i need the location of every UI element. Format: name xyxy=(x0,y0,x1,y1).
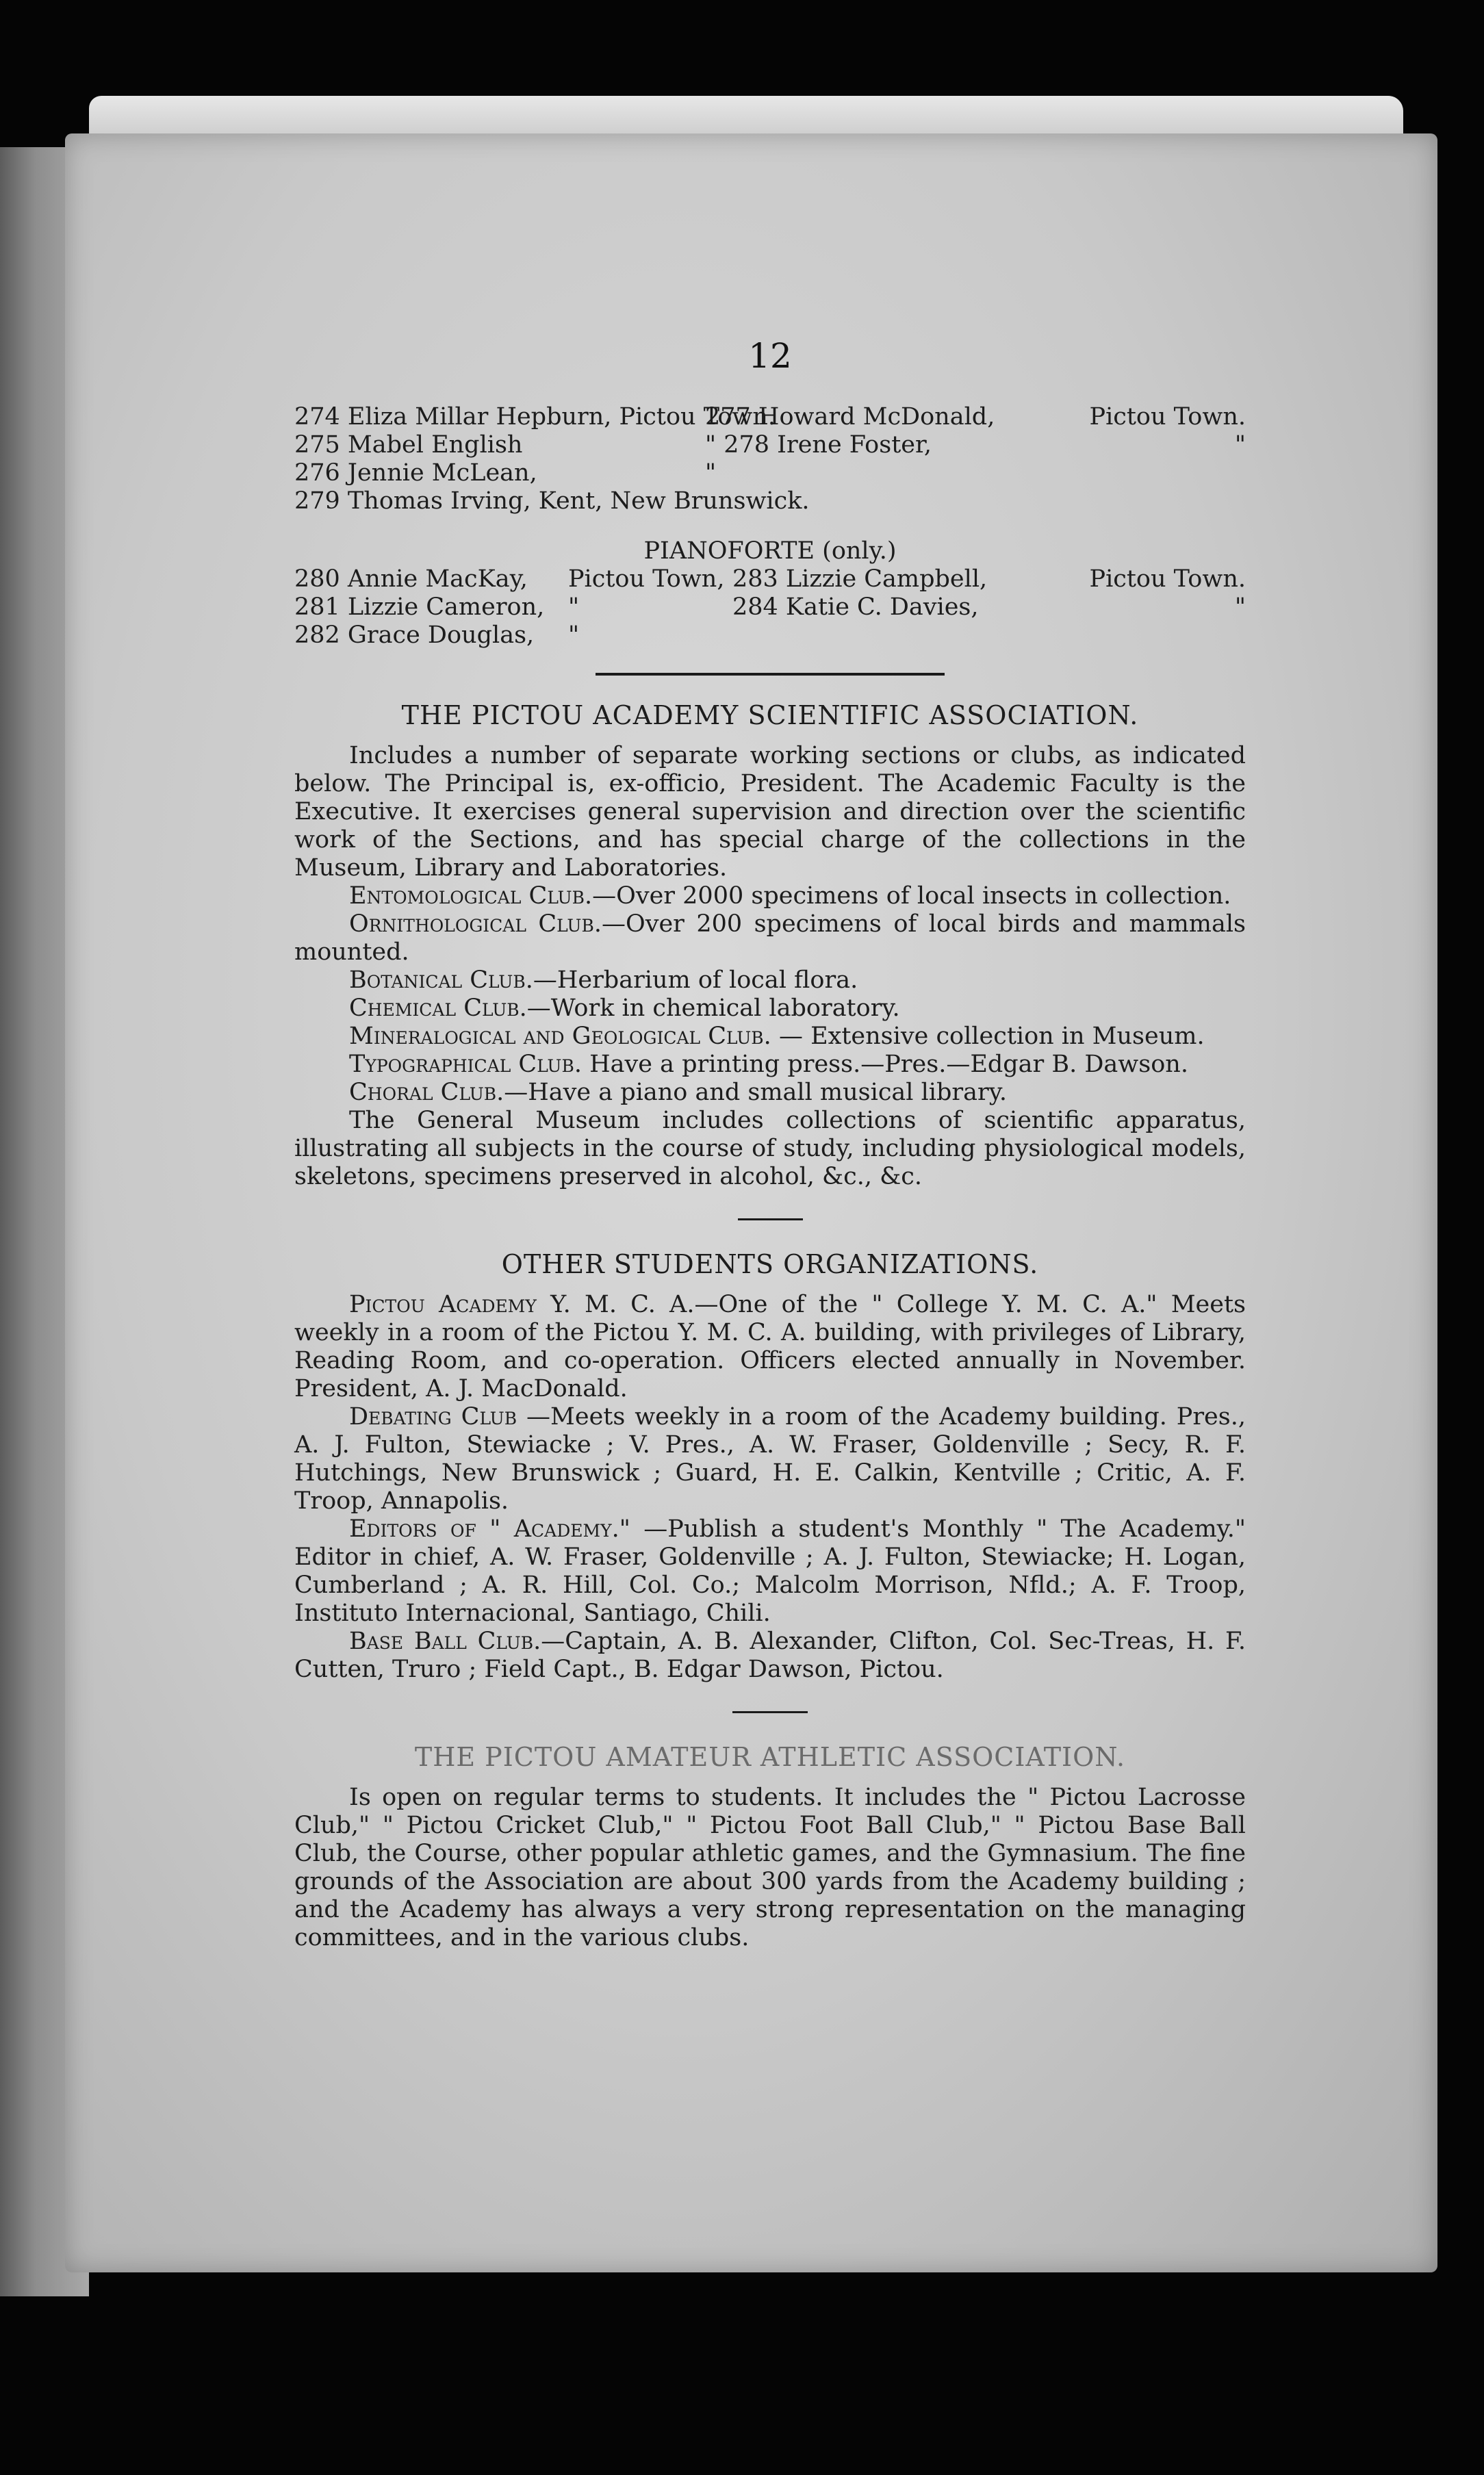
club-name: Entomological Club. xyxy=(349,882,593,910)
club-entry xyxy=(294,1023,1246,1051)
club-name: Choral Club. xyxy=(349,1079,504,1106)
registry-right: " xyxy=(1234,431,1246,459)
pianoforte-name-2: 284 Katie C. Davies, xyxy=(732,593,979,621)
page-number: 12 xyxy=(748,336,792,376)
pianoforte-place: " xyxy=(568,621,580,649)
registry-list xyxy=(294,403,1246,515)
registry-row xyxy=(294,459,1246,487)
registry-mid: " 278 Irene Foster, xyxy=(705,431,932,459)
scientific-association-title: THE PICTOU ACADEMY SCIENTIFIC ASSOCIATION. xyxy=(401,700,1139,730)
club-text: —Have a piano and small musical library. xyxy=(504,1079,1007,1106)
organization-entry xyxy=(294,1628,1246,1684)
club-entry xyxy=(294,995,1246,1023)
club-text: —Over 200 specimens of local birds and mammals mounted. xyxy=(294,910,1246,966)
pianoforte-row xyxy=(294,565,1246,593)
organization-text: —Publish a student's Monthly " The Academy." Editor in chief, A. W. Fraser, Goldenville ; A. J. Fulton, Stewiacke; H. Logan, Cumberland ; A. R. Hill, Col. Co.; Malcolm Morrison, Nfld.; A. F. Troop, Instituto Internacional, Santiago, Chili. xyxy=(294,1515,1246,1627)
club-name: Ornithological Club. xyxy=(349,910,602,938)
registry-mid: 277 Howard McDonald, xyxy=(705,403,995,431)
athletic-paragraph: Is open on regular terms to students. It includes the " Pictou Lacrosse Club," " Pictou Cricket Club," " Pictou Foot Ball Club," " Pictou Base Ball Club, the Course, other popular athletic games, and the Gymnasium. The fine grounds of the Association are about 300 yards from the Academy building ; and the Academy has always a very strong representation on the managing committees, and in the various clubs. xyxy=(294,1784,1246,1951)
registry-mid: " xyxy=(705,459,717,487)
organization-name: Debating Club xyxy=(349,1403,517,1431)
museum-paragraph: The General Museum includes collections of scientific apparatus, illustrating all subjects in the course of study, including physiological models, skeletons, specimens preserved in alcohol, &c., &c. xyxy=(294,1107,1246,1190)
section-divider xyxy=(596,673,945,676)
club-name: Chemical Club. xyxy=(349,995,527,1022)
club-text: — Extensive collection in Museum. xyxy=(771,1023,1205,1050)
club-name: Mineralogical and Geological Club. xyxy=(349,1023,771,1050)
registry-left: 274 Eliza Millar Hepburn, Pictou Town. xyxy=(294,403,776,431)
registry-row xyxy=(294,431,1246,459)
pianoforte-list xyxy=(294,565,1246,650)
pianoforte-name-2 xyxy=(732,621,1006,650)
club-entry xyxy=(294,966,1246,995)
club-name: Typographical Club. xyxy=(349,1051,583,1078)
organization-text: —Captain, A. B. Alexander, Clifton, Col. Sec-Treas, H. F. Cutten, Truro ; Field Capt., B. Edgar Dawson, Pictou. xyxy=(294,1628,1246,1683)
club-entry xyxy=(294,882,1246,910)
pianoforte-place-2: Pictou Town. xyxy=(1089,565,1246,593)
organization-text: —One of the " College Y. M. C. A." Meets weekly in a room of the Pictou Y. M. C. A. building, with privileges of Library, Reading Room, and co-operation. Officers elected annually in November. President, A. J. MacDonald. xyxy=(294,1291,1246,1402)
registry-right xyxy=(1010,487,1246,515)
club-name: Botanical Club. xyxy=(349,966,533,994)
section-divider xyxy=(738,1218,803,1220)
club-entry xyxy=(294,1051,1246,1079)
registry-left: 276 Jennie McLean, xyxy=(294,459,537,487)
pianoforte-name: 281 Lizzie Cameron, xyxy=(294,593,545,621)
pianoforte-name-2: 283 Lizzie Campbell, xyxy=(732,565,988,593)
pianoforte-row xyxy=(294,593,1246,621)
club-text: Have a printing press.—Pres.—Edgar B. Dawson. xyxy=(582,1051,1188,1078)
section-divider xyxy=(732,1711,808,1713)
organization-text: —Meets weekly in a room of the Academy building. Pres., A. J. Fulton, Stewiacke ; V. Pres., A. W. Fraser, Goldenville ; Secy, R. F. Hutchings, New Brunswick ; Guard, H. E. Calkin, Kentville ; Critic, A. F. Troop, Annapolis. xyxy=(294,1403,1246,1515)
registry-row xyxy=(294,403,1246,431)
other-organizations-title: OTHER STUDENTS ORGANIZATIONS. xyxy=(501,1249,1039,1279)
page-text xyxy=(294,336,1246,1952)
registry-row xyxy=(294,487,1246,515)
organization-entry xyxy=(294,1515,1246,1628)
registry-mid xyxy=(705,487,1010,515)
pianoforte-row xyxy=(294,621,1246,650)
pianoforte-place: " xyxy=(568,593,580,621)
organization-entry xyxy=(294,1291,1246,1403)
club-entry xyxy=(294,1079,1246,1107)
pianoforte-place: Pictou Town, xyxy=(568,565,725,593)
pianoforte-place-2: " xyxy=(1234,593,1246,621)
pianoforte-place-2 xyxy=(1006,621,1246,650)
athletic-association-title: THE PICTOU AMATEUR ATHLETIC ASSOCIATION. xyxy=(414,1742,1126,1772)
organization-name: Editors of " Academy." xyxy=(349,1515,630,1543)
organization-name: Pictou Academy Y. M. C. A. xyxy=(349,1291,695,1318)
pianoforte-name: 280 Annie MacKay, xyxy=(294,565,528,593)
club-text: —Work in chemical laboratory. xyxy=(526,995,900,1022)
registry-right: Pictou Town. xyxy=(1089,403,1246,431)
pianoforte-heading: PIANOFORTE (only.) xyxy=(643,537,897,565)
pianoforte-name: 282 Grace Douglas, xyxy=(294,621,535,649)
registry-right xyxy=(1010,459,1246,487)
organization-entry xyxy=(294,1403,1246,1515)
club-text: —Over 2000 specimens of local insects in collection. xyxy=(592,882,1231,910)
registry-left: 275 Mabel English xyxy=(294,431,523,459)
club-text: —Herbarium of local flora. xyxy=(533,966,858,994)
scientific-intro: Includes a number of separate working sections or clubs, as indicated below. The Principal is, ex-officio, President. The Academic Faculty is the Executive. It exercises general supervision and direction over the scientific work of the Sections, and has special charge of the collections in the Museum, Library and Laboratories. xyxy=(294,742,1246,882)
registry-left: 279 Thomas Irving, Kent, New Brunswick. xyxy=(294,487,810,515)
club-entry xyxy=(294,910,1246,966)
organization-name: Base Ball Club. xyxy=(349,1628,541,1655)
